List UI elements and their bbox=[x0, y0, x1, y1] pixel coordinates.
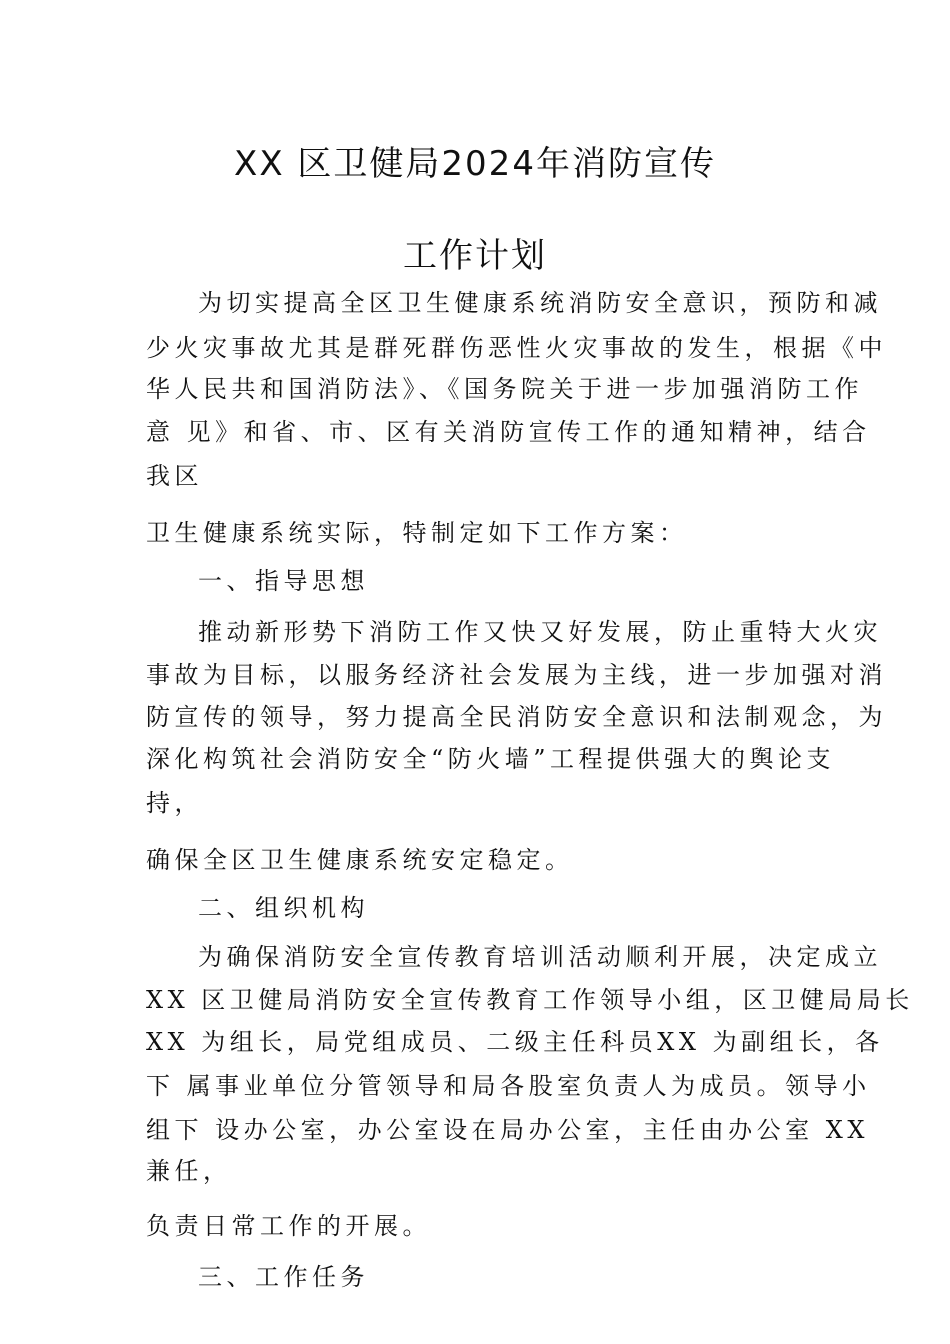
section2-line: XX 为组长，局党组成员、二级主任科员XX 为副组长，各 bbox=[146, 1028, 884, 1056]
section2-line: 下 属事业单位分管领导和局各股室负责人为成员。领导小 bbox=[146, 1072, 871, 1100]
section-heading: 一、指导思想 bbox=[198, 567, 369, 595]
document-title-line-2: 工作计划 bbox=[403, 236, 547, 276]
intro-line: 我区 bbox=[146, 462, 203, 490]
section2-line: 组下 设办公室，办公室设在局办公室，主任由办公室 XX bbox=[146, 1116, 869, 1144]
section-heading: 二、组织机构 bbox=[198, 894, 369, 922]
section-heading: 三、工作任务 bbox=[198, 1263, 369, 1291]
intro-line: 意 见》和省、市、区有关消防宣传工作的通知精神，结合 bbox=[146, 418, 871, 446]
section2-line: 为确保消防安全宣传教育培训活动顺利开展，决定成立 bbox=[198, 943, 882, 971]
intro-line: 华人民共和国消防法》、《国务院关于进一步加强消防工作 bbox=[146, 375, 863, 403]
section2-line: 兼任， bbox=[146, 1157, 232, 1185]
section1-line: 确保全区卫生健康系统安定稳定。 bbox=[146, 846, 574, 874]
section1-line: 事故为目标，以服务经济社会发展为主线，进一步加强对消 bbox=[146, 661, 887, 689]
intro-line: 卫生健康系统实际，特制定如下工作方案： bbox=[146, 519, 688, 547]
intro-line: 为切实提高全区卫生健康系统消防安全意识，预防和减 bbox=[198, 289, 882, 317]
section2-line: 负责日常工作的开展。 bbox=[146, 1212, 431, 1240]
section1-line: 推动新形势下消防工作又快又好发展，防止重特大火灾 bbox=[198, 618, 882, 646]
section2-line: XX 区卫健局消防安全宣传教育工作领导小组，区卫健局局长 bbox=[146, 986, 914, 1014]
document-title-line-1: XX 区卫健局2024年消防宣传 bbox=[234, 144, 716, 184]
section1-line: 深化构筑社会消防安全“防火墙”工程提供强大的舆论支 bbox=[146, 745, 836, 773]
section1-line: 防宣传的领导，努力提高全民消防安全意识和法制观念，为 bbox=[146, 703, 887, 731]
section1-line: 持， bbox=[146, 789, 203, 817]
intro-line: 少火灾事故尤其是群死群伤恶性火灾事故的发生，根据《中 bbox=[146, 334, 887, 362]
